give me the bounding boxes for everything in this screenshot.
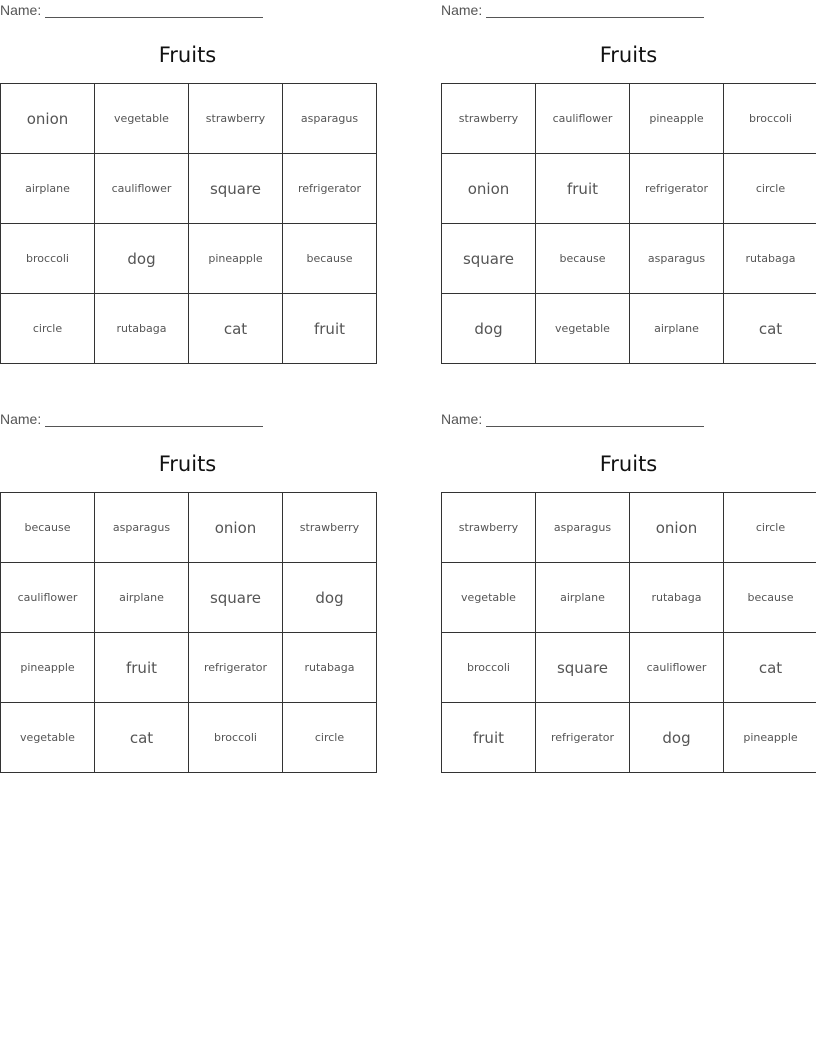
grid-cell: onion bbox=[442, 154, 536, 224]
grid-cell: cat bbox=[724, 294, 816, 364]
grid-cell: dog bbox=[442, 294, 536, 364]
grid-row bbox=[442, 493, 816, 563]
name-blank-line bbox=[486, 412, 704, 427]
grid-cell: square bbox=[189, 154, 283, 224]
grid-cell: pineapple bbox=[630, 84, 724, 154]
name-label: Name: bbox=[441, 2, 483, 18]
grid-cell: circle bbox=[283, 703, 377, 773]
grid-cell: asparagus bbox=[283, 84, 377, 154]
grid-cell: vegetable bbox=[536, 294, 630, 364]
grid-cell: dog bbox=[283, 563, 377, 633]
grid-cell: circle bbox=[724, 154, 816, 224]
grid-cell: rutabaga bbox=[95, 294, 189, 364]
grid-cell: asparagus bbox=[536, 493, 630, 563]
grid-cell: vegetable bbox=[95, 84, 189, 154]
grid-cell: because bbox=[1, 493, 95, 563]
grid-cell: pineapple bbox=[1, 633, 95, 703]
grid-cell: because bbox=[536, 224, 630, 294]
grid-cell: strawberry bbox=[442, 493, 536, 563]
grid-cell: refrigerator bbox=[630, 154, 724, 224]
name-blank-line bbox=[45, 3, 263, 18]
grid-cell: asparagus bbox=[95, 493, 189, 563]
grid-cell: square bbox=[189, 563, 283, 633]
grid-cell: circle bbox=[1, 294, 95, 364]
name-field bbox=[441, 2, 741, 20]
card-title: Fruits bbox=[158, 43, 217, 67]
card-title: Fruits bbox=[599, 452, 658, 476]
grid-cell: pineapple bbox=[189, 224, 283, 294]
grid-row bbox=[1, 633, 377, 703]
grid-row bbox=[1, 84, 377, 154]
name-field bbox=[0, 411, 300, 429]
grid-cell: circle bbox=[724, 493, 816, 563]
name-field bbox=[0, 2, 300, 20]
grid-cell: airplane bbox=[536, 563, 630, 633]
grid-cell: pineapple bbox=[724, 703, 816, 773]
grid-row bbox=[1, 493, 377, 563]
grid-row bbox=[1, 154, 377, 224]
card-title: Fruits bbox=[158, 452, 217, 476]
grid-cell: cat bbox=[189, 294, 283, 364]
grid-row bbox=[442, 154, 816, 224]
grid-cell: refrigerator bbox=[536, 703, 630, 773]
grid-row bbox=[442, 633, 816, 703]
grid-cell: onion bbox=[630, 493, 724, 563]
grid-cell: cauliflower bbox=[630, 633, 724, 703]
grid-row bbox=[442, 84, 816, 154]
grid-cell: square bbox=[442, 224, 536, 294]
grid-cell: onion bbox=[189, 493, 283, 563]
grid-cell: square bbox=[536, 633, 630, 703]
grid-cell: dog bbox=[95, 224, 189, 294]
grid-cell: airplane bbox=[630, 294, 724, 364]
grid-row bbox=[442, 294, 816, 364]
grid-cell: rutabaga bbox=[283, 633, 377, 703]
grid-cell: strawberry bbox=[189, 84, 283, 154]
grid-cell: airplane bbox=[1, 154, 95, 224]
name-blank-line bbox=[45, 412, 263, 427]
grid-cell: broccoli bbox=[1, 224, 95, 294]
grid-cell: rutabaga bbox=[630, 563, 724, 633]
grid-cell: cauliflower bbox=[1, 563, 95, 633]
grid-row bbox=[442, 224, 816, 294]
grid-cell: strawberry bbox=[283, 493, 377, 563]
grid-row bbox=[1, 224, 377, 294]
grid-cell: because bbox=[283, 224, 377, 294]
bingo-grid bbox=[0, 492, 377, 773]
bingo-grid bbox=[441, 492, 816, 773]
grid-cell: broccoli bbox=[724, 84, 816, 154]
grid-cell: onion bbox=[1, 84, 95, 154]
grid-cell: cauliflower bbox=[536, 84, 630, 154]
grid-cell: cat bbox=[95, 703, 189, 773]
grid-row bbox=[1, 703, 377, 773]
grid-cell: cauliflower bbox=[95, 154, 189, 224]
grid-row bbox=[1, 294, 377, 364]
name-label: Name: bbox=[0, 411, 42, 427]
bingo-grid bbox=[441, 83, 816, 364]
grid-cell: strawberry bbox=[442, 84, 536, 154]
grid-cell: rutabaga bbox=[724, 224, 816, 294]
grid-row bbox=[1, 563, 377, 633]
name-blank-line bbox=[486, 3, 704, 18]
grid-cell: airplane bbox=[95, 563, 189, 633]
grid-cell: vegetable bbox=[442, 563, 536, 633]
grid-cell: cat bbox=[724, 633, 816, 703]
grid-cell: dog bbox=[630, 703, 724, 773]
grid-cell: fruit bbox=[283, 294, 377, 364]
grid-cell: because bbox=[724, 563, 816, 633]
grid-cell: broccoli bbox=[189, 703, 283, 773]
grid-row bbox=[442, 563, 816, 633]
grid-cell: asparagus bbox=[630, 224, 724, 294]
grid-cell: vegetable bbox=[1, 703, 95, 773]
name-field bbox=[441, 411, 741, 429]
name-label: Name: bbox=[441, 411, 483, 427]
grid-cell: refrigerator bbox=[189, 633, 283, 703]
grid-cell: fruit bbox=[95, 633, 189, 703]
name-label: Name: bbox=[0, 2, 42, 18]
bingo-grid bbox=[0, 83, 377, 364]
grid-cell: fruit bbox=[442, 703, 536, 773]
grid-cell: fruit bbox=[536, 154, 630, 224]
grid-cell: broccoli bbox=[442, 633, 536, 703]
card-title: Fruits bbox=[599, 43, 658, 67]
grid-row bbox=[442, 703, 816, 773]
grid-cell: refrigerator bbox=[283, 154, 377, 224]
